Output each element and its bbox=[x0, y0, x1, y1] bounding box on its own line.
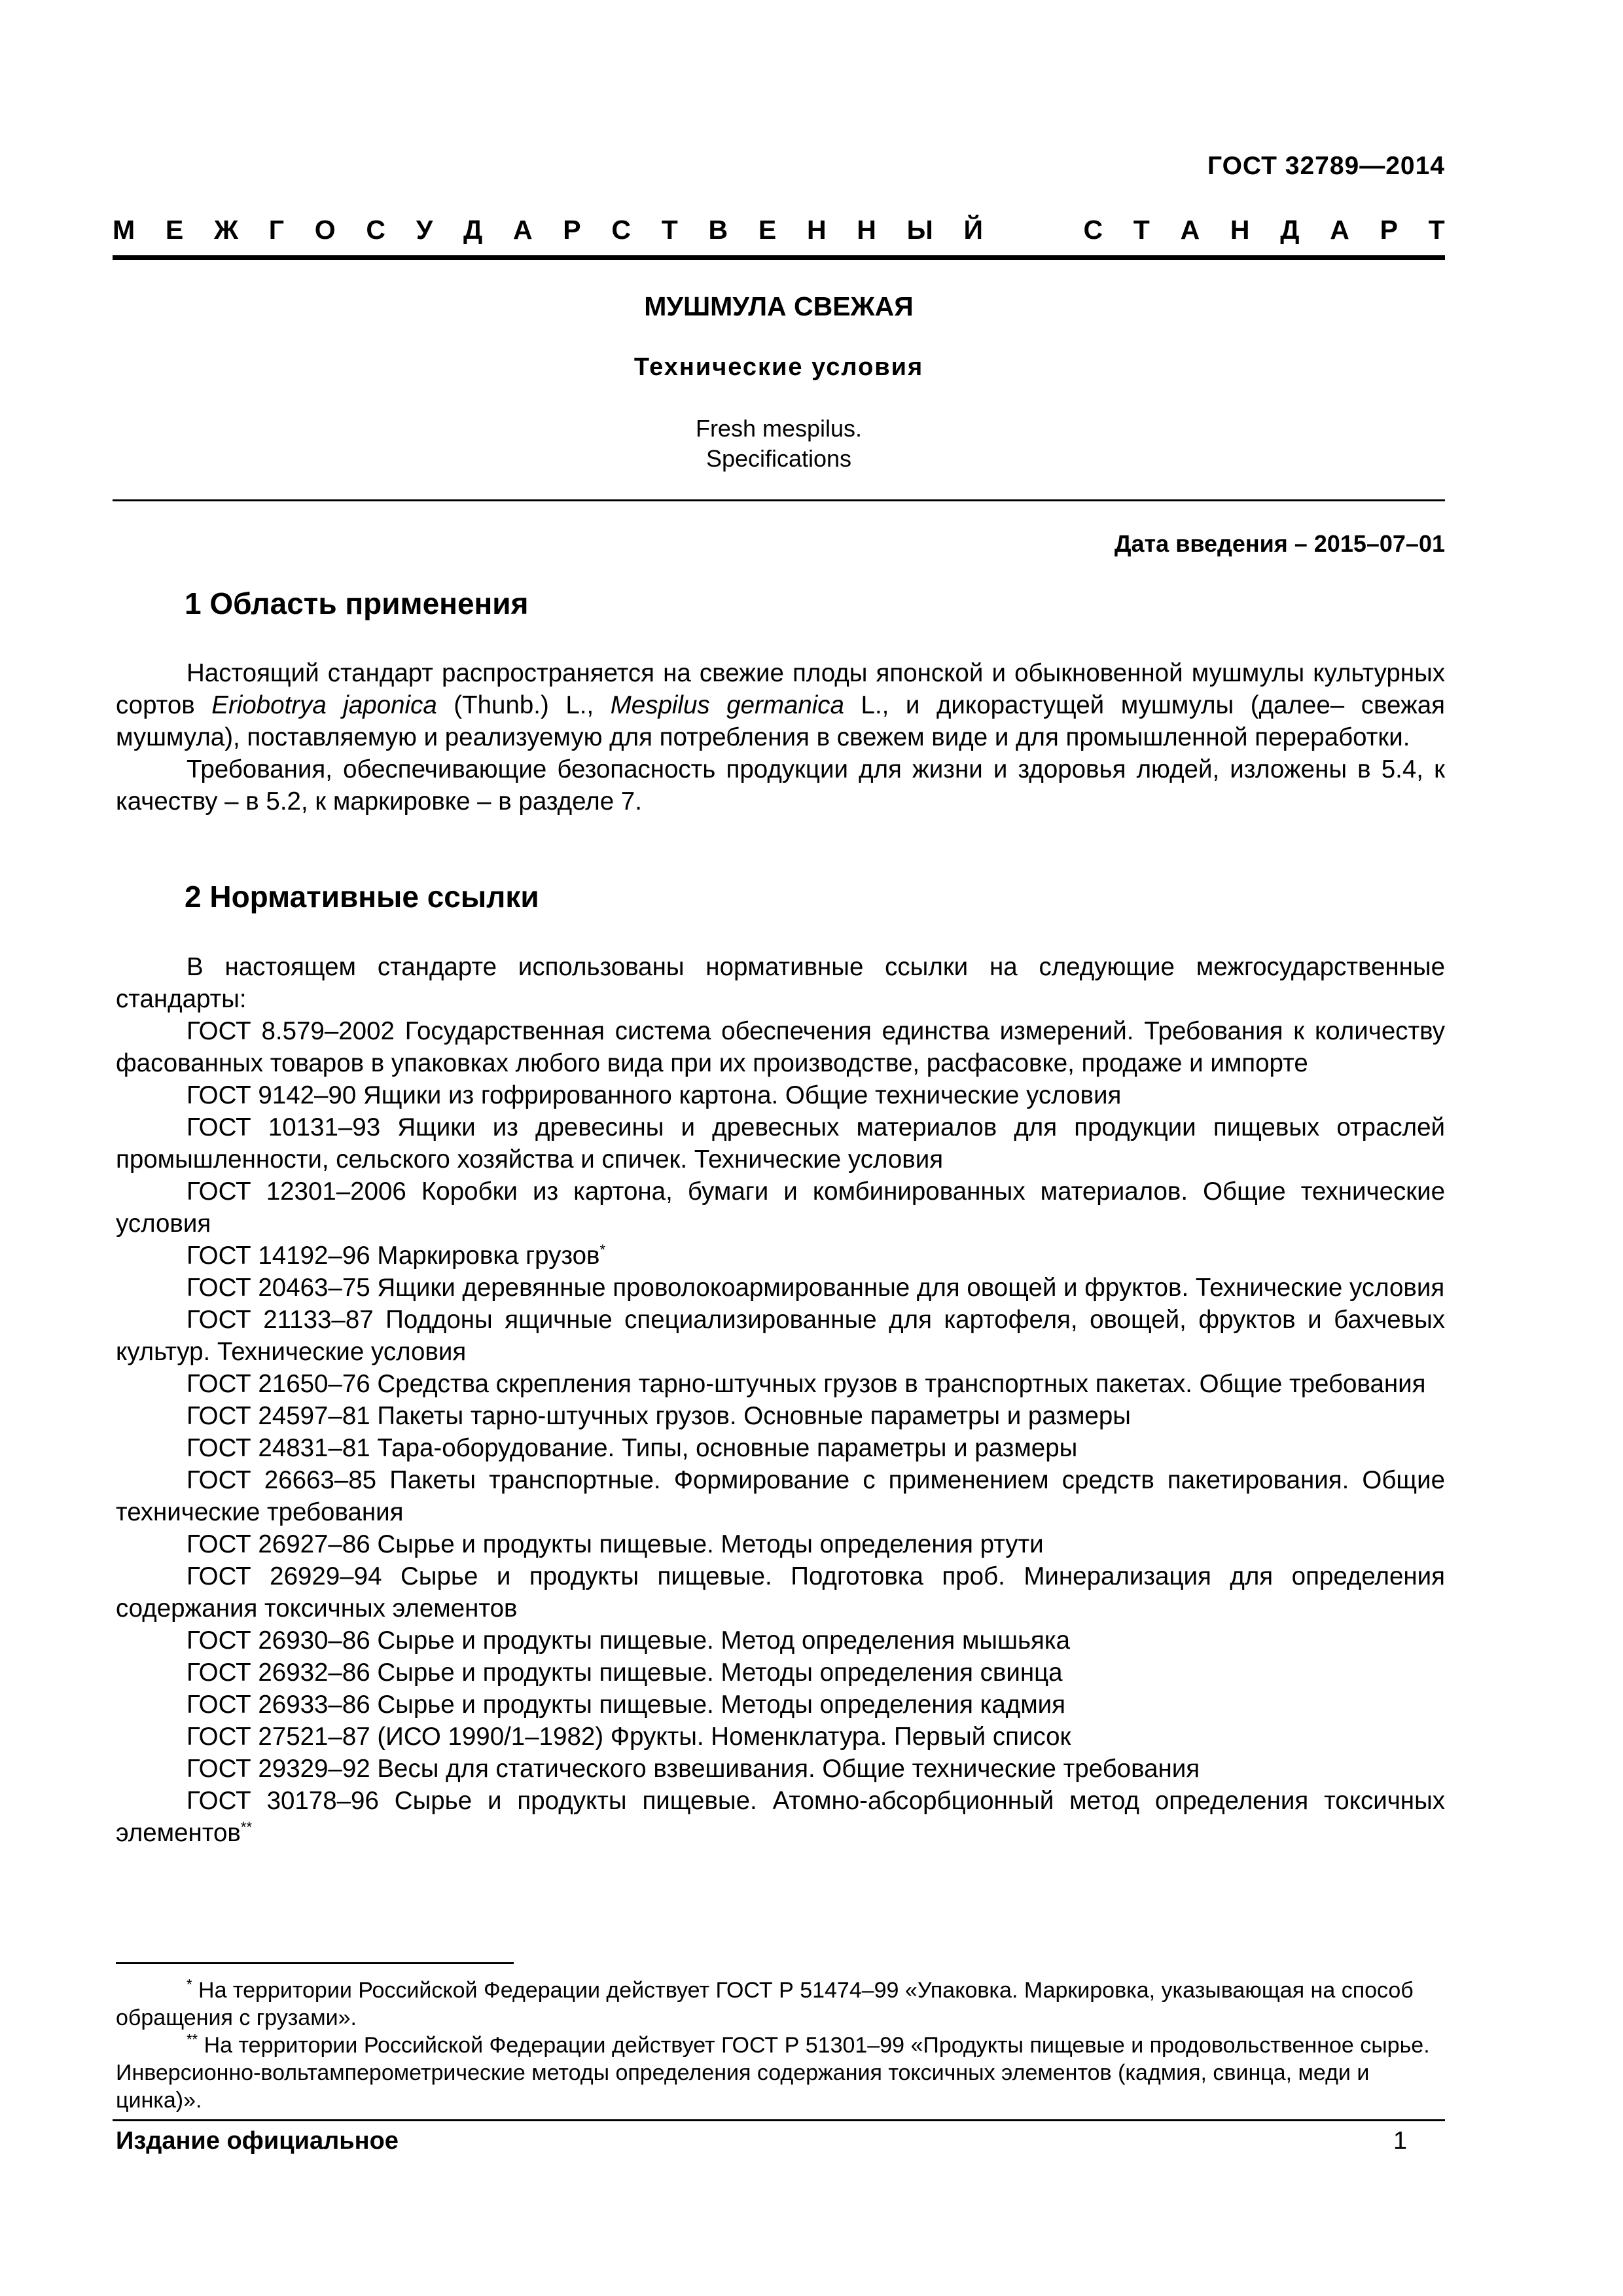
banner-letter: Е bbox=[758, 215, 777, 245]
banner-letter: С bbox=[1083, 215, 1103, 245]
reference-item: ГОСТ 12301–2006 Коробки из картона, бумаги и комбинированных материалов. Общие технические условия bbox=[116, 1177, 1445, 1238]
banner-letter: Д bbox=[1280, 215, 1300, 245]
latin-name: Eriobotrya japonica bbox=[211, 691, 437, 719]
header-rule bbox=[113, 255, 1445, 260]
footnote bbox=[116, 2032, 1445, 2114]
reference-item: ГОСТ 21650–76 Средства скрепления тарно-штучных грузов в транспортных пакетах. Общие требования bbox=[187, 1370, 1426, 1398]
english-title-line: Specifications bbox=[705, 445, 852, 472]
reference-item: ГОСТ 29329–92 Весы для статического взвешивания. Общие технические требования bbox=[187, 1755, 1200, 1783]
banner-letter: Р bbox=[1380, 215, 1398, 245]
section-scope-body bbox=[116, 657, 1445, 817]
reference-item: ГОСТ 9142–90 Ящики из гофрированного картона. Общие технические условия bbox=[187, 1081, 1122, 1109]
reference-item: ГОСТ 26930–86 Сырье и продукты пищевые. Метод определения мышьяка bbox=[187, 1626, 1071, 1655]
banner-letter: Т bbox=[1428, 215, 1445, 245]
text-run: (Thunb.) L., bbox=[437, 691, 611, 719]
footnote-marker: * bbox=[187, 1976, 192, 1993]
footnote-marker: * bbox=[599, 1242, 606, 1259]
banner-letter: Е bbox=[165, 215, 184, 245]
banner-letter: Д bbox=[463, 215, 483, 245]
banner-letter: С bbox=[366, 215, 386, 245]
reference-item: ГОСТ 20463–75 Ящики деревянные проволокоармированные для овощей и фруктов. Технические условия bbox=[187, 1274, 1445, 1302]
banner-letter: Г bbox=[268, 215, 285, 245]
document-subtitle: Технические условия bbox=[633, 353, 924, 381]
paragraph bbox=[116, 657, 1445, 753]
paragraph: Требования, обеспечивающие безопасность продукции для жизни и здоровья людей, изложены в 5.4, к качеству – в 5.2, к маркировке – в разделе 7. bbox=[116, 755, 1445, 816]
banner-letter: А bbox=[1180, 215, 1200, 245]
text-run: ГОСТ 14192–96 Маркировка грузов bbox=[187, 1242, 600, 1270]
section-heading-scope: 1 Область применения bbox=[185, 586, 529, 620]
footnote bbox=[116, 1977, 1445, 2032]
paragraph: В настоящем стандарте использованы нормативные ссылки на следующие межгосударственные стандарты: bbox=[116, 953, 1445, 1013]
banner-letter: Р bbox=[563, 215, 581, 245]
footnote-rule bbox=[116, 1962, 514, 1964]
text-run: L., и дикорастущей мушмулы (далее– свежая мушмула), поставляемую и реализуемую для потребления в свежем виде и для промышленной переработки. bbox=[116, 691, 1445, 751]
reference-item: ГОСТ 10131–93 Ящики из древесины и древесных материалов для продукции пищевых отраслей промышленности, сельского хозяйства и спичек. Технические условия bbox=[116, 1113, 1445, 1174]
reference-item: ГОСТ 21133–87 Поддоны ящичные специализированные для картофеля, овощей, фруктов и бахчевых культур. Технические условия bbox=[116, 1306, 1445, 1366]
banner-letter: У bbox=[416, 215, 433, 245]
banner-letter: Т bbox=[1133, 215, 1150, 245]
banner-letter: М bbox=[113, 215, 135, 245]
official-edition-label: Издание официальное bbox=[116, 2127, 399, 2155]
reference-item: ГОСТ 24831–81 Тара-оборудование. Типы, основные параметры и размеры bbox=[187, 1434, 1078, 1462]
text-run: Настоящий стандарт распространяется на свежие плоды японской и обыкновенной мушмулы культурных сортов bbox=[116, 659, 1445, 719]
english-title bbox=[113, 414, 1445, 474]
banner-letter: Н bbox=[806, 215, 827, 245]
banner-letter: С bbox=[611, 215, 631, 245]
interstate-standard-banner bbox=[113, 215, 1445, 245]
reference-item: ГОСТ 26663–85 Пакеты транспортные. Формирование с применением средств пакетирования. Общие технические требования bbox=[116, 1466, 1445, 1526]
reference-item: ГОСТ 8.579–2002 Государственная система обеспечения единства измерений. Требования к количеству фасованных товаров в упаковках любого вида при их производстве, расфасовке, продаже и импорте bbox=[116, 1017, 1445, 1077]
latin-name: Mespilus germanica bbox=[610, 691, 844, 719]
banner-letter: О bbox=[314, 215, 336, 245]
title-rule bbox=[113, 499, 1445, 501]
reference-item: ГОСТ 26927–86 Сырье и продукты пищевые. Методы определения ртути bbox=[187, 1530, 1044, 1558]
footer-rule bbox=[113, 2119, 1445, 2121]
banner-letter: Й bbox=[963, 215, 983, 245]
document-title: МУШМУЛА СВЕЖАЯ bbox=[644, 291, 914, 321]
section-heading-references: 2 Нормативные ссылки bbox=[185, 880, 539, 914]
reference-item bbox=[116, 1785, 1445, 1849]
banner-letter: Н bbox=[857, 215, 876, 245]
reference-item: ГОСТ 26932–86 Сырье и продукты пищевые. Методы определения свинца bbox=[187, 1659, 1063, 1687]
reference-item: ГОСТ 26929–94 Сырье и продукты пищевые. Подготовка проб. Минерализация для определения содержания токсичных элементов bbox=[116, 1562, 1445, 1623]
banner-letter: Т bbox=[661, 215, 678, 245]
banner-letter: Ж bbox=[213, 215, 239, 245]
introduction-date: Дата введения – 2015–07–01 bbox=[1114, 530, 1445, 557]
banner-letter: А bbox=[512, 215, 533, 245]
banner-letter: А bbox=[1330, 215, 1349, 245]
reference-item: ГОСТ 24597–81 Пакеты тарно-штучных грузов. Основные параметры и размеры bbox=[187, 1402, 1131, 1430]
page-number: 1 bbox=[1393, 2127, 1407, 2155]
gost-code: ГОСТ 32789—2014 bbox=[1207, 152, 1445, 180]
text-run: ГОСТ 30178–96 Сырье и продукты пищевые. Атомно-абсорбционный метод определения токсичных элементов bbox=[116, 1787, 1445, 1847]
banner-letter: В bbox=[708, 215, 728, 245]
footnote-marker: ** bbox=[187, 2031, 198, 2048]
footnote-text: На территории Российской Федерации действует ГОСТ Р 51474–99 «Упаковка. Маркировка, указывающая на способ обращения с грузами». bbox=[116, 1978, 1414, 2030]
section-references-body bbox=[116, 951, 1445, 1849]
footnote-marker: ** bbox=[240, 1819, 253, 1836]
banner-letter: Н bbox=[1230, 215, 1250, 245]
footnotes bbox=[116, 1977, 1445, 2114]
reference-item: ГОСТ 26933–86 Сырье и продукты пищевые. Методы определения кадмия bbox=[187, 1691, 1066, 1719]
english-title-line: Fresh mespilus. bbox=[695, 415, 863, 442]
banner-letter: Ы bbox=[906, 215, 933, 245]
reference-item: ГОСТ 27521–87 (ИСО 1990/1–1982) Фрукты. Номенклатура. Первый список bbox=[187, 1723, 1071, 1751]
footnote-text: На территории Российской Федерации действует ГОСТ Р 51301–99 «Продукты пищевые и продовольственное сырье. Инверсионно-вольтамперометрические методы определения содержания токсичных элементов (кадмия, свинца, меди и цинка)». bbox=[116, 2033, 1430, 2113]
reference-item bbox=[116, 1240, 1445, 1272]
